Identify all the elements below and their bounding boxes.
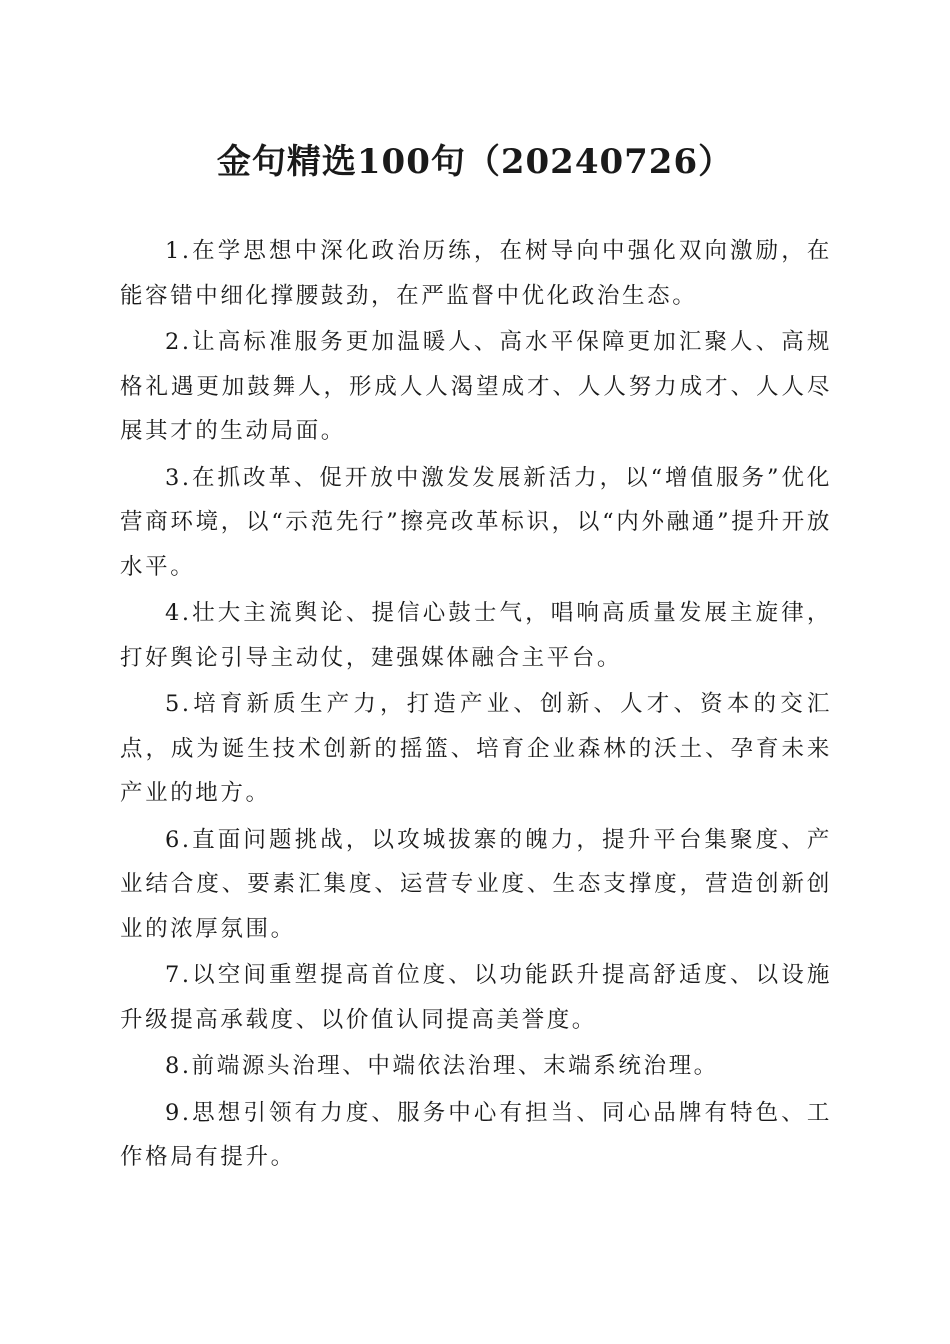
- document-body: [120, 229, 832, 1182]
- paragraph-7: 7.以空间重塑提高首位度、以功能跃升提高舒适度、以设施升级提高承载度、以价值认同提高美誉度。: [120, 962, 832, 1033]
- document-title: 金句精选100句（20240726）: [216, 142, 734, 182]
- paragraph-5: 5.培育新质生产力，打造产业、创新、人才、资本的交汇点，成为诞生技术创新的摇篮、培育企业森林的沃土、孕育未来产业的地方。: [120, 691, 832, 806]
- paragraph-4: 4.壮大主流舆论、提信心鼓士气，唱响高质量发展主旋律，打好舆论引导主动仗，建强媒体融合主平台。: [120, 600, 832, 671]
- paragraph-9: 9.思想引领有力度、服务中心有担当、同心品牌有特色、工作格局有提升。: [120, 1099, 832, 1170]
- paragraph-8: 8.前端源头治理、中端依法治理、末端系统治理。: [165, 1053, 719, 1079]
- paragraph-1: 1.在学思想中深化政治历练，在树导向中强化双向激励，在能容错中细化撑腰鼓劲，在严监督中优化政治生态。: [120, 238, 832, 309]
- paragraph-2: 2.让高标准服务更加温暖人、高水平保障更加汇聚人、高规格礼遇更加鼓舞人，形成人人渴望成才、人人努力成才、人人尽展其才的生动局面。: [120, 329, 832, 444]
- paragraph-6: 6.直面问题挑战，以攻城拔寨的魄力，提升平台集聚度、产业结合度、要素汇集度、运营专业度、生态支撑度，营造创新创业的浓厚氛围。: [120, 826, 832, 942]
- paragraph-3: 3.在抓改革、促开放中激发发展新活力，以“增值服务”优化营商环境，以“示范先行”擦亮改革标识，以“内外融通”提升开放水平。: [120, 464, 832, 580]
